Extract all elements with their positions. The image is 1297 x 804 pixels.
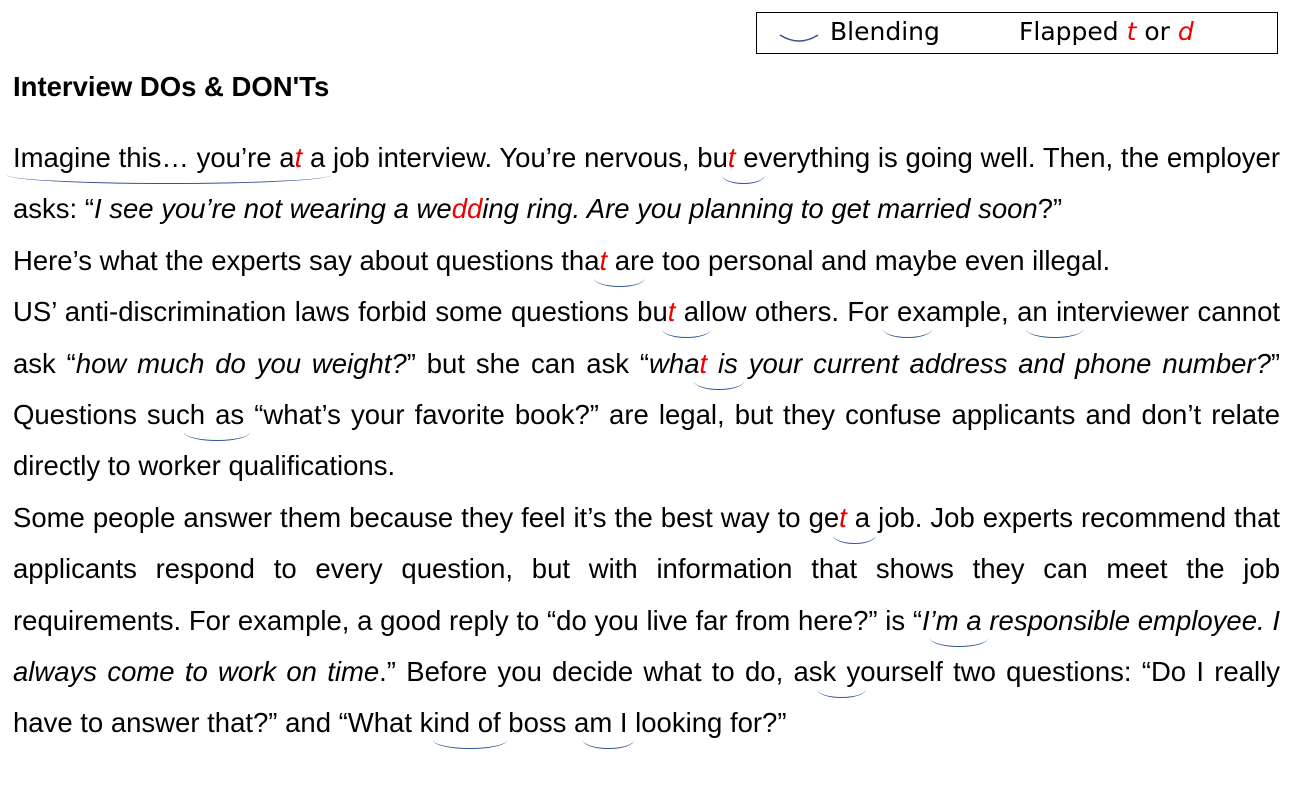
flapped-t: t <box>294 142 303 173</box>
page-title: Interview DOs & DON'Ts <box>13 71 330 102</box>
article-body <box>13 132 1280 749</box>
legend-flapped-prefix: Flapped <box>1019 17 1119 46</box>
legend-flapped-t: t <box>1126 17 1137 46</box>
blend-span: t al <box>667 296 706 328</box>
paragraph-4: Some people answer them because they feel it’s the best way to get a job. Job experts recommend that applicants respond to every question, but with information that shows they can meet the job requirements. For example, a good reply to “do you live far from here?” is “I’m a responsible employee. I always come to work on time.” Before you decide what to do, ask yourself two questions: “Do I really have to answer that?” and “What kind of boss am I looking for?” <box>13 501 1280 739</box>
blend-span: n in <box>1032 296 1078 328</box>
legend-blending-label: Blending <box>830 17 940 46</box>
legend-flapped-or: or <box>1144 17 1170 46</box>
legend-flapped-label <box>1019 17 1194 46</box>
blend-span: t is <box>699 347 738 379</box>
blending-arc-icon <box>779 33 819 47</box>
paragraph-2: Here’s what the experts say about questions that are too personal and maybe even illegal. <box>13 244 1111 276</box>
blend-span: t e <box>727 142 759 173</box>
paragraph-3: US’ anti-discrimination laws forbid some questions but allow others. For example, an interviewer cannot ask “how much do you weight?” but she can ask “what is your current address and phone number?” Questions such as “what’s your favorite book?” are legal, but they confuse applicants and don’t relate directly to worker qualifications. <box>13 296 1281 482</box>
flapped-t: t <box>839 501 847 533</box>
flapped-t: t <box>667 296 676 328</box>
blend-span: nd of <box>439 707 501 739</box>
blend-span: Imagine this… you’re at a <box>13 142 326 173</box>
blend-span: ex <box>888 296 927 328</box>
legend-flapped-d: d <box>1177 17 1194 46</box>
flapped-t: t <box>727 142 736 173</box>
blend-span: t a <box>839 501 871 533</box>
blend-span: t ar <box>599 244 640 276</box>
blend-span: k y <box>822 656 861 688</box>
blend-span: h as <box>189 399 245 431</box>
blend-span: m I <box>589 707 628 739</box>
paragraph-1: Imagine this… you’re at a job interview. You’re nervous, but everything is going well. Then, the employer asks: “I see you’re not wearing a wedding ring. Are you planning to get married soon?” <box>13 142 1280 225</box>
flapped-t: t <box>699 347 708 379</box>
flapped-t: t <box>599 244 608 276</box>
flapped-d: dd <box>451 193 483 225</box>
legend-box <box>756 12 1278 54</box>
blend-span: m a <box>935 604 982 636</box>
